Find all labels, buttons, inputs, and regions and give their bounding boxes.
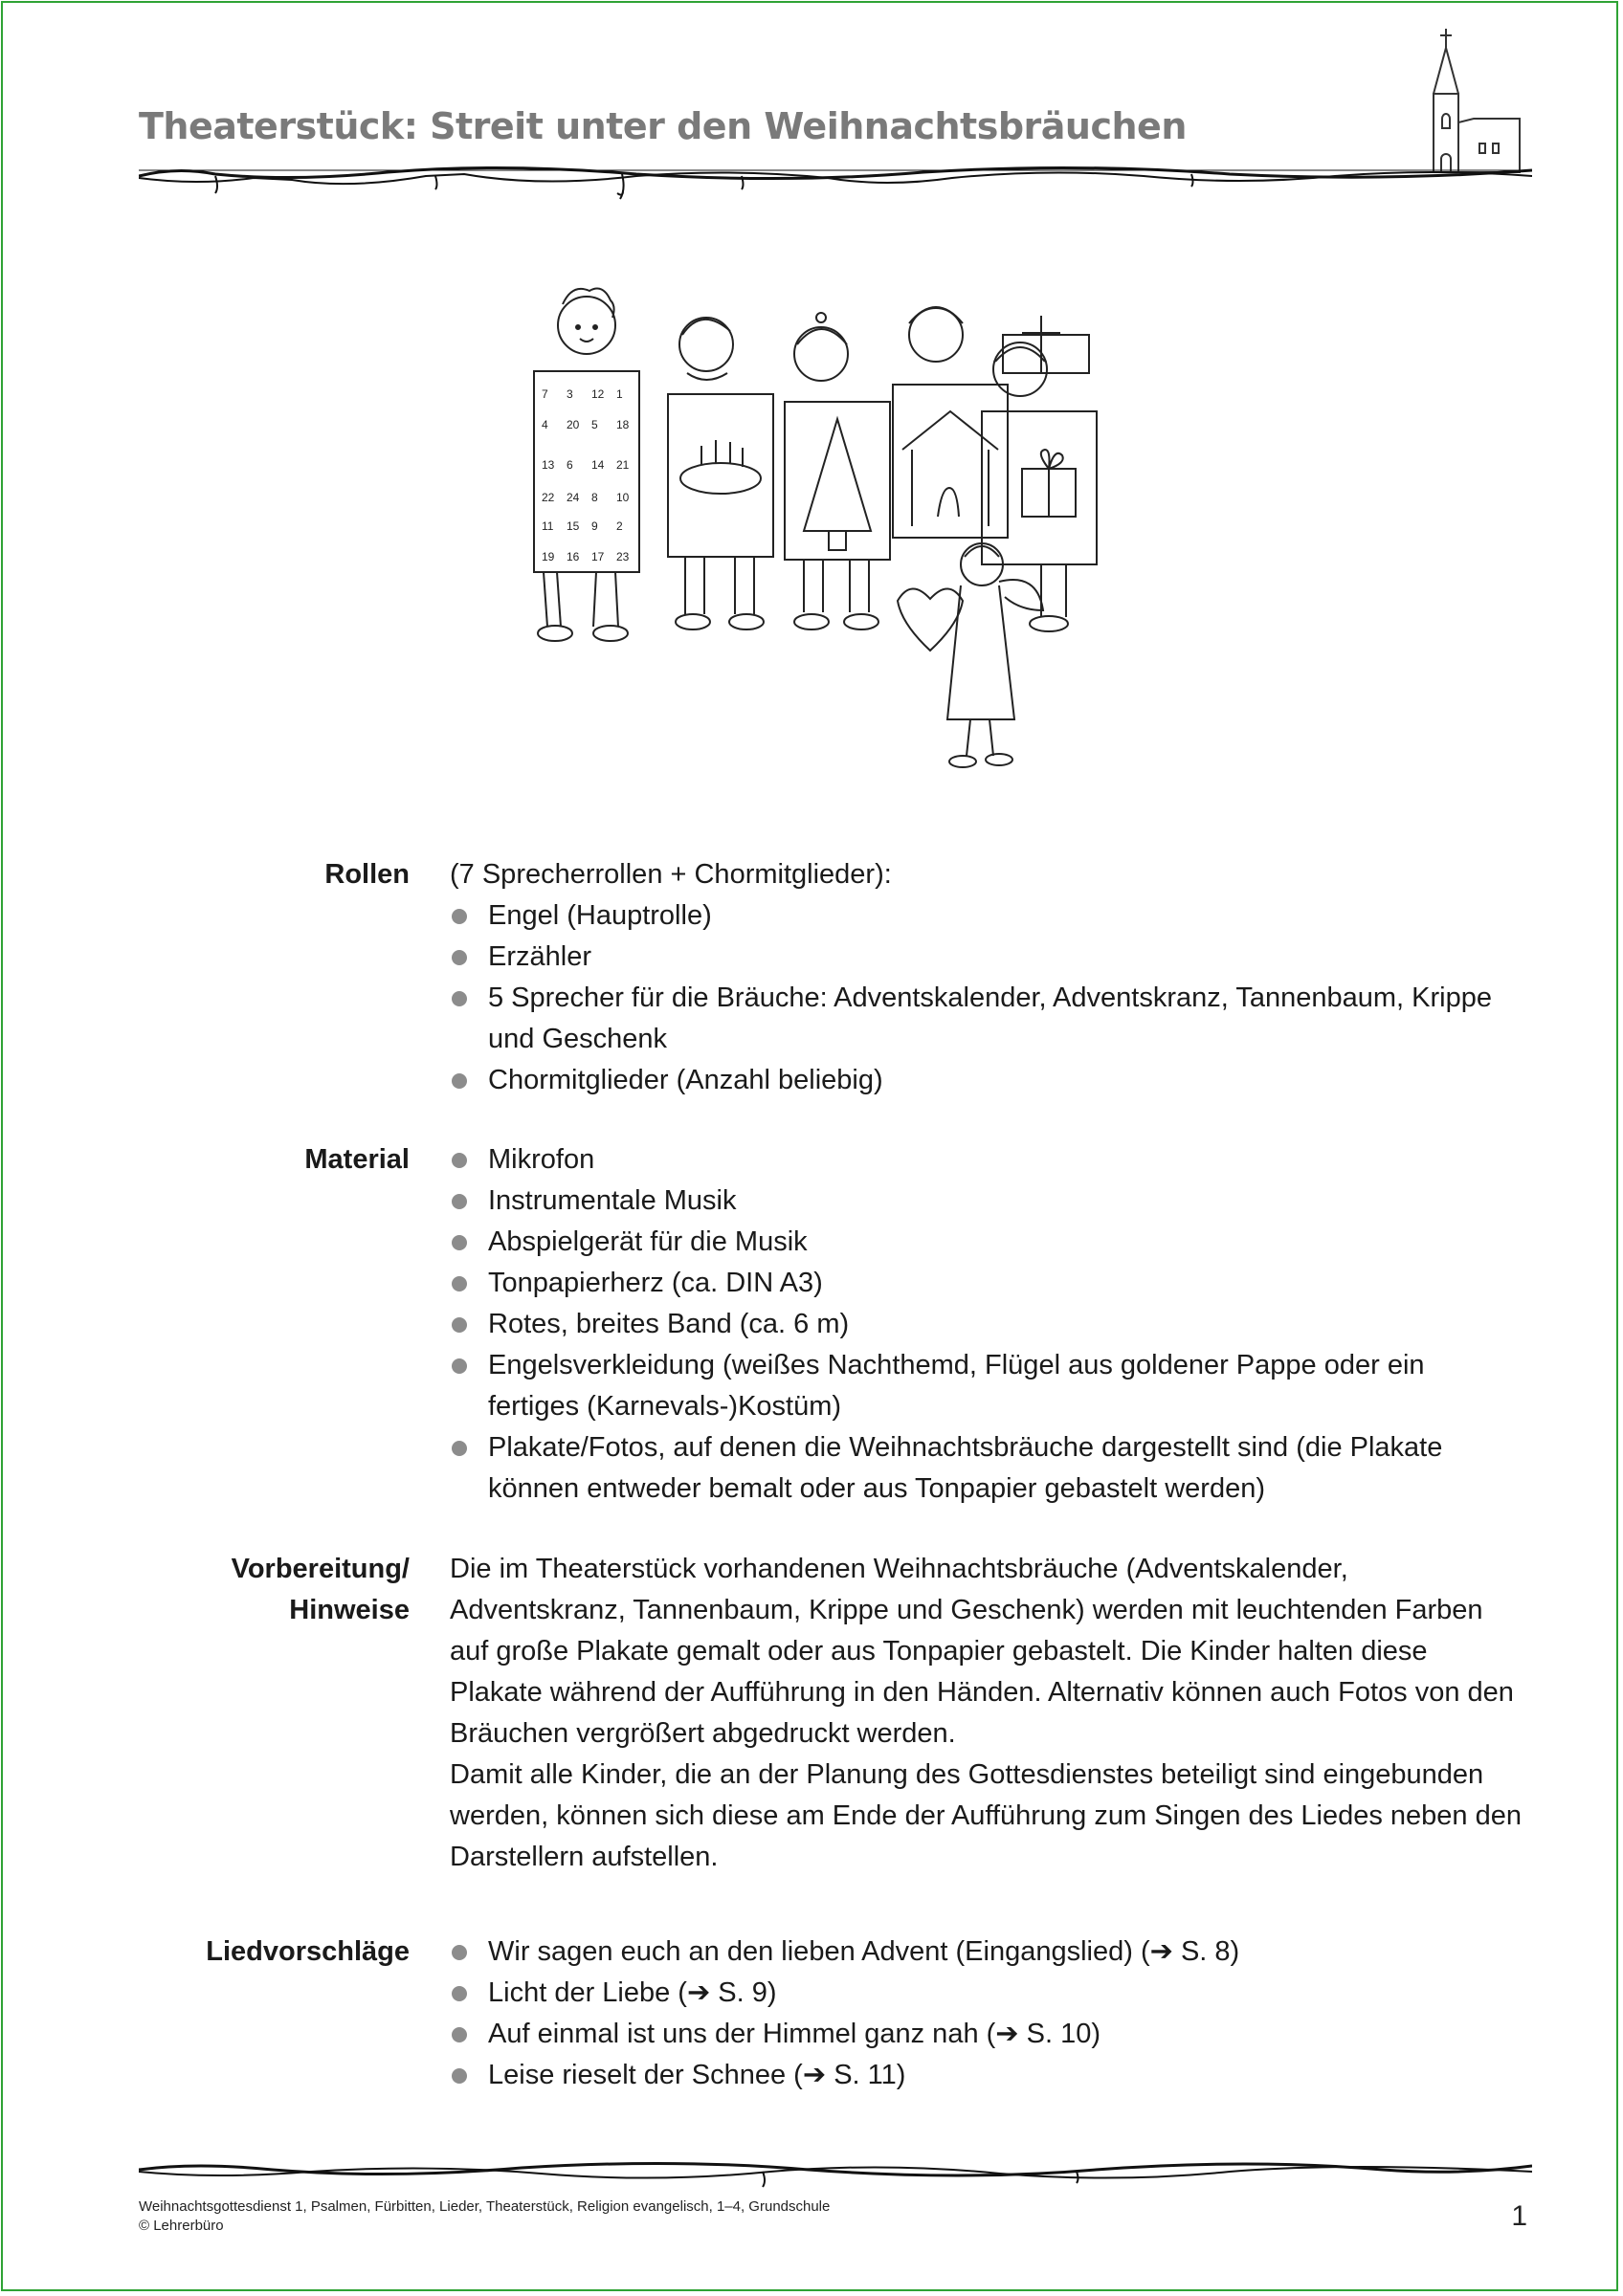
vorbereitung-paragraph-1: Die im Theaterstück vorhandenen Weihnachtsbräuche (Adventskalender, Adventskranz, Tannenbaum, Krippe und Geschenk) werden mit leuchtenden Farben auf große Plakate gemalt oder aus Tonpapier gebastelt. Die Kinder halten diese Plakate während der Aufführung in den Händen. Alternativ können auch Fotos von den Bräuchen vergrößert abgedruckt werden. bbox=[450, 1554, 1514, 1749]
section-body-material bbox=[450, 1139, 1522, 1510]
section-label-line: Vorbereitung/ bbox=[231, 1554, 410, 1584]
section-label-line: Hinweise bbox=[289, 1595, 410, 1625]
section-body-rollen bbox=[450, 854, 1522, 1101]
section-label-material: Material bbox=[304, 1144, 410, 1175]
calendar-number: 16 bbox=[567, 550, 580, 563]
calendar-number: 21 bbox=[616, 458, 630, 472]
calendar-number: 6 bbox=[567, 458, 573, 472]
page-number: 1 bbox=[1511, 2200, 1527, 2232]
list-item: Engelsverkleidung (weißes Nachthemd, Flügel aus goldener Pappe oder ein fertiges (Karnevals-)Kostüm) bbox=[450, 1345, 1522, 1427]
calendar-number: 24 bbox=[567, 491, 580, 504]
calendar-number: 20 bbox=[567, 418, 580, 431]
angel-illustration bbox=[898, 543, 1043, 767]
calendar-number: 14 bbox=[591, 458, 605, 472]
church-icon bbox=[1424, 27, 1529, 180]
section-label-rollen: Rollen bbox=[324, 859, 410, 890]
calendar-number: 17 bbox=[591, 550, 605, 563]
section-body-lieder bbox=[450, 1932, 1522, 2096]
list-item: Abspielgerät für die Musik bbox=[450, 1222, 1522, 1263]
list-item: Erzähler bbox=[450, 937, 1522, 978]
list-item: Leise rieselt der Schnee (➔ S. 11) bbox=[450, 2055, 1522, 2096]
header-divider bbox=[139, 161, 1532, 209]
calendar-number: 15 bbox=[567, 519, 580, 533]
calendar-number: 11 bbox=[542, 519, 554, 533]
calendar-number: 2 bbox=[616, 519, 623, 533]
list-item: Rotes, breites Band (ca. 6 m) bbox=[450, 1304, 1522, 1345]
vorbereitung-paragraph-2: Damit alle Kinder, die an der Planung des Gottesdienstes beteiligt sind eingebunden werden, können sich diese am Ende der Aufführung zum Singen des Liedes neben den Darstellern aufstellen. bbox=[450, 1759, 1522, 1872]
child-advent-wreath-illustration bbox=[668, 318, 773, 629]
footer-credits bbox=[139, 2197, 830, 2236]
calendar-number: 18 bbox=[616, 418, 630, 431]
rollen-list bbox=[450, 895, 1522, 1101]
children-illustration bbox=[524, 277, 1118, 794]
calendar-number: 8 bbox=[591, 491, 598, 504]
calendar-number: 10 bbox=[616, 491, 630, 504]
footer-line: © Lehrerbüro bbox=[139, 2218, 224, 2234]
section-body-vorbereitung bbox=[450, 1549, 1522, 1878]
advent-calendar-numbers bbox=[542, 387, 630, 563]
list-item: Engel (Hauptrolle) bbox=[450, 895, 1522, 937]
list-item: Mikrofon bbox=[450, 1139, 1522, 1181]
list-item: Wir sagen euch an den lieben Advent (Eingangslied) (➔ S. 8) bbox=[450, 1932, 1522, 1973]
calendar-number: 7 bbox=[542, 387, 548, 401]
footer-line: Weihnachtsgottesdienst 1, Psalmen, Fürbitten, Lieder, Theaterstück, Religion evangelisch, 1–4, Grundschule bbox=[139, 2198, 831, 2215]
child-christmas-tree-illustration bbox=[785, 313, 890, 629]
calendar-number: 5 bbox=[591, 418, 598, 431]
footer-divider bbox=[139, 2158, 1532, 2197]
section-label-vorbereitung bbox=[161, 1549, 410, 1631]
lieder-list bbox=[450, 1932, 1522, 2096]
list-item: Instrumentale Musik bbox=[450, 1181, 1522, 1222]
calendar-number: 19 bbox=[542, 550, 555, 563]
material-list bbox=[450, 1139, 1522, 1510]
calendar-number: 3 bbox=[567, 387, 573, 401]
list-item: Auf einmal ist uns der Himmel ganz nah (➔ S. 10) bbox=[450, 2014, 1522, 2055]
child-nativity-illustration bbox=[893, 307, 1089, 538]
calendar-number: 12 bbox=[591, 387, 605, 401]
list-item: Tonpapierherz (ca. DIN A3) bbox=[450, 1263, 1522, 1304]
rollen-intro: (7 Sprecherrollen + Chormitglieder): bbox=[450, 859, 892, 890]
calendar-number: 9 bbox=[591, 519, 598, 533]
page-title: Theaterstück: Streit unter den Weihnachtsbräuchen bbox=[139, 105, 1187, 147]
list-item: Chormitglieder (Anzahl beliebig) bbox=[450, 1060, 1522, 1101]
calendar-number: 22 bbox=[542, 491, 555, 504]
list-item: Licht der Liebe (➔ S. 9) bbox=[450, 1973, 1522, 2014]
section-label-lieder: Liedvorschläge bbox=[206, 1936, 410, 1967]
calendar-number: 23 bbox=[616, 550, 630, 563]
list-item: Plakate/Fotos, auf denen die Weihnachtsbräuche dargestellt sind (die Plakate können entweder bemalt oder aus Tonpapier gebastelt werden) bbox=[450, 1427, 1522, 1510]
calendar-number: 1 bbox=[616, 387, 623, 401]
list-item: 5 Sprecher für die Bräuche: Adventskalender, Adventskranz, Tannenbaum, Krippe und Geschenk bbox=[450, 978, 1522, 1060]
calendar-number: 4 bbox=[542, 418, 548, 431]
calendar-number: 13 bbox=[542, 458, 555, 472]
